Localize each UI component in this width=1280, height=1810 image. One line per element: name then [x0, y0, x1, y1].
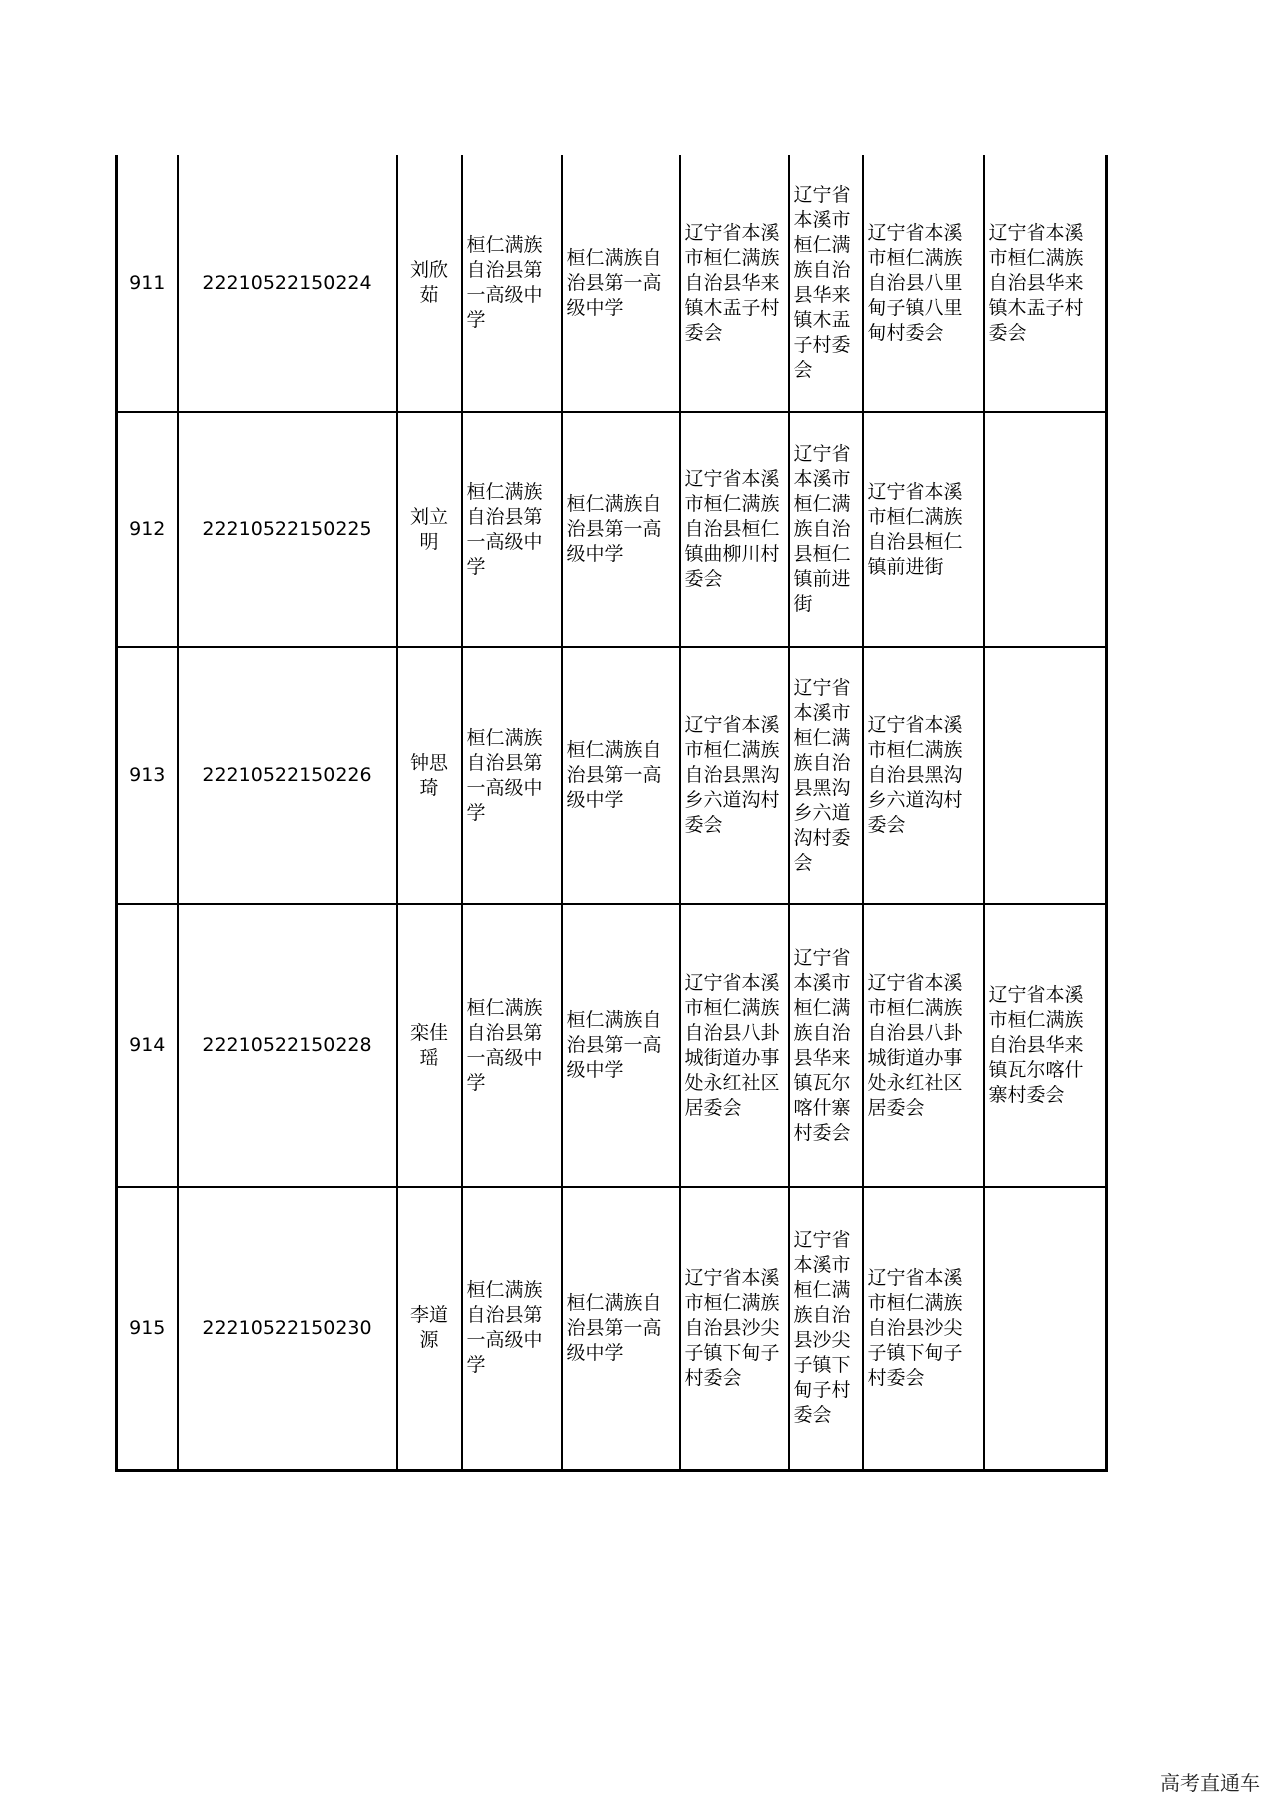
address-3: 辽宁省本溪市桓仁满族自治县沙尖子镇下甸子村委会	[863, 1187, 984, 1470]
school-name-2: 桓仁满族自治县第一高级中学	[562, 1187, 680, 1470]
school-name-2: 桓仁满族自治县第一高级中学	[562, 904, 680, 1187]
school-name-2: 桓仁满族自治县第一高级中学	[562, 155, 680, 412]
table-row	[117, 647, 1107, 904]
candidate-id: 22210522150225	[178, 412, 397, 647]
row-number: 914	[117, 904, 178, 1187]
address-1: 辽宁省本溪市桓仁满族自治县八卦城街道办事处永红社区居委会	[680, 904, 789, 1187]
candidate-id: 22210522150224	[178, 155, 397, 412]
address-2: 辽宁省本溪市桓仁满族自治县沙尖子镇下甸子村委会	[789, 1187, 863, 1470]
candidate-name: 李道源	[397, 1187, 462, 1470]
candidate-name: 栾佳瑶	[397, 904, 462, 1187]
address-3: 辽宁省本溪市桓仁满族自治县桓仁镇前进街	[863, 412, 984, 647]
row-number: 915	[117, 1187, 178, 1470]
school-name: 桓仁满族自治县第一高级中学	[462, 412, 562, 647]
address-2: 辽宁省本溪市桓仁满族自治县黑沟乡六道沟村委会	[789, 647, 863, 904]
row-number: 911	[117, 155, 178, 412]
address-1: 辽宁省本溪市桓仁满族自治县沙尖子镇下甸子村委会	[680, 1187, 789, 1470]
address-4: 辽宁省本溪市桓仁满族自治县华来镇木盂子村委会	[984, 155, 1107, 412]
school-name-2: 桓仁满族自治县第一高级中学	[562, 412, 680, 647]
roster-body	[117, 155, 1107, 1470]
address-4	[984, 1187, 1107, 1470]
candidate-name: 刘立明	[397, 412, 462, 647]
school-name: 桓仁满族自治县第一高级中学	[462, 1187, 562, 1470]
address-2: 辽宁省本溪市桓仁满族自治县华来镇木盂子村委会	[789, 155, 863, 412]
table-row	[117, 155, 1107, 412]
address-2: 辽宁省本溪市桓仁满族自治县华来镇瓦尔喀什寨村委会	[789, 904, 863, 1187]
candidate-name: 钟思琦	[397, 647, 462, 904]
school-name: 桓仁满族自治县第一高级中学	[462, 155, 562, 412]
candidate-id: 22210522150226	[178, 647, 397, 904]
address-1: 辽宁省本溪市桓仁满族自治县黑沟乡六道沟村委会	[680, 647, 789, 904]
school-name: 桓仁满族自治县第一高级中学	[462, 904, 562, 1187]
address-3: 辽宁省本溪市桓仁满族自治县八里甸子镇八里甸村委会	[863, 155, 984, 412]
candidate-id: 22210522150228	[178, 904, 397, 1187]
address-1: 辽宁省本溪市桓仁满族自治县桓仁镇曲柳川村委会	[680, 412, 789, 647]
address-3: 辽宁省本溪市桓仁满族自治县八卦城街道办事处永红社区居委会	[863, 904, 984, 1187]
watermark: 高考直通车	[1160, 1771, 1260, 1795]
address-2: 辽宁省本溪市桓仁满族自治县桓仁镇前进街	[789, 412, 863, 647]
school-name: 桓仁满族自治县第一高级中学	[462, 647, 562, 904]
roster-table	[115, 155, 1108, 1472]
address-3: 辽宁省本溪市桓仁满族自治县黑沟乡六道沟村委会	[863, 647, 984, 904]
table-row	[117, 412, 1107, 647]
address-4	[984, 647, 1107, 904]
address-4	[984, 412, 1107, 647]
school-name-2: 桓仁满族自治县第一高级中学	[562, 647, 680, 904]
row-number: 913	[117, 647, 178, 904]
address-4: 辽宁省本溪市桓仁满族自治县华来镇瓦尔喀什寨村委会	[984, 904, 1107, 1187]
candidate-name: 刘欣茹	[397, 155, 462, 412]
candidate-id: 22210522150230	[178, 1187, 397, 1470]
table-row	[117, 1187, 1107, 1470]
address-1: 辽宁省本溪市桓仁满族自治县华来镇木盂子村委会	[680, 155, 789, 412]
row-number: 912	[117, 412, 178, 647]
table-row	[117, 904, 1107, 1187]
